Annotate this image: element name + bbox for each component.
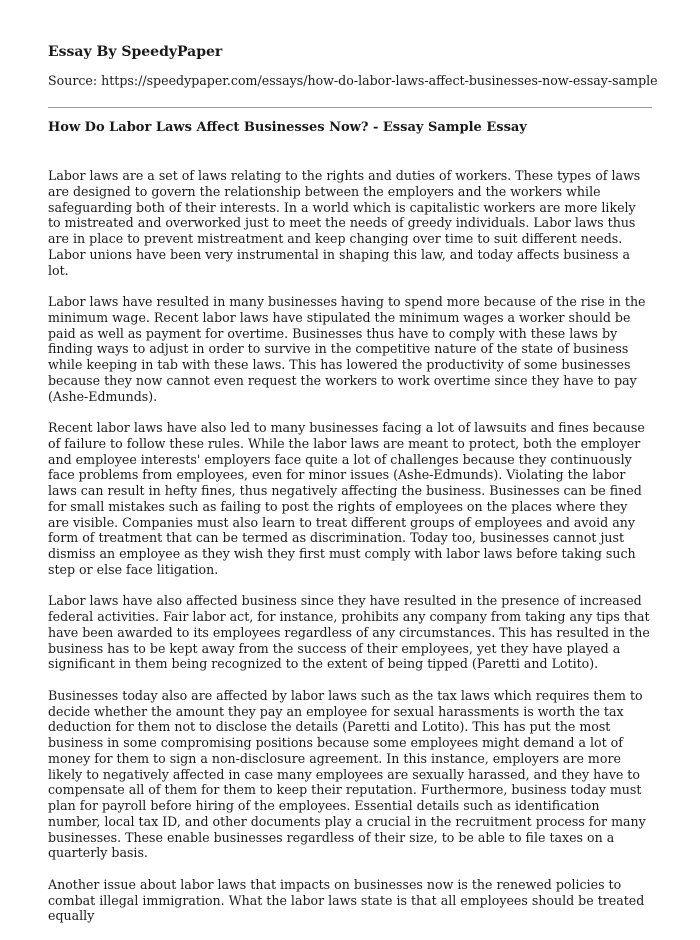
paragraph: Labor laws have resulted in many businesses having to spend more because of the rise in the minimum wage. Recent labor laws have stipulated the minimum wages a worker should be paid as well as payment for overtime. Businesses thus have to comply with these laws by finding ways to adjust in order to survive in the competitive nature of the state of business while keeping in tab with these laws. This has lowered the productivity of some businesses because they now cannot even request the workers to work overtime since they have to pay (Ashe-Edmunds). xyxy=(48,294,646,404)
header-divider xyxy=(48,107,652,108)
essay-title: How Do Labor Laws Affect Businesses Now? - Essay Sample Essay xyxy=(48,120,527,135)
source-label: Source: xyxy=(48,73,98,88)
paragraph: Labor laws are a set of laws relating to the rights and duties of workers. These types of laws are designed to govern the relationship between the employers and the workers while safeguarding both of their interests. In a world which is capitalistic workers are more likely to mistreated and overworked just to meet the needs of greedy individuals. Labor laws thus are in place to prevent mistreatment and keep changing over time to suit different needs. Labor unions have been very instrumental in shaping this law, and today affects business a lot. xyxy=(48,168,641,278)
paragraph: Recent labor laws have also led to many businesses facing a lot of lawsuits and fines because of failure to follow these rules. While the labor laws are meant to protect, both the employer and employee interests' employers face quite a lot of challenges because they continuously face problems from employees, even for minor issues (Ashe-Edmunds). Violating the labor laws can result in hefty fines, thus negatively affecting the business. Businesses can be fined for small mistakes such as failing to post the rights of employees on the places where they are visible. Companies must also learn to treat different groups of employees and avoid any form of treatment that can be termed as discrimination. Today too, businesses cannot just dismiss an employee as they wish they first must comply with labor laws before taking such step or else face litigation. xyxy=(48,420,645,577)
paragraph: Labor laws have also affected business since they have resulted in the presence of increased federal activities. Fair labor act, for instance, prohibits any company from taking any tips that have been awarded to its employees regardless of any circumstances. This has resulted in the business has to be kept away from the success of their employees, yet they have played a significant in them being recognized to the extent of being tipped (Paretti and Lotito). xyxy=(48,593,650,672)
paragraph: Businesses today also are affected by labor laws such as the tax laws which requires them to decide whether the amount they pay an employee for sexual harassments is worth the tax deduction for them not to disclose the details (Paretti and Lotito). This has put the most business in some compromising positions because some employees might demand a lot of money for them to sign a non-disclosure agreement. In this instance, employers are more likely to negatively affected in case many employees are sexually harassed, and they have to compensate all of them for them to keep their reputation. Furthermore, business today must plan for payroll before hiring of the employees. Essential details such as identification number, local tax ID, and other documents play a crucial in the recruitment process for many businesses. These enable businesses regardless of their size, to be able to file taxes on a quarterly basis. xyxy=(48,687,646,861)
source-url: https://speedypaper.com/essays/how-do-labor-laws-affect-businesses-now-essay-sample xyxy=(101,73,658,88)
paragraph: Another issue about labor laws that impacts on businesses now is the renewed policies to combat illegal immigration. What the labor laws state is that all employees should be treated equally xyxy=(48,876,645,924)
source-line xyxy=(48,72,658,89)
document-header-title: Essay By SpeedyPaper xyxy=(48,44,223,60)
essay-body xyxy=(48,168,652,940)
